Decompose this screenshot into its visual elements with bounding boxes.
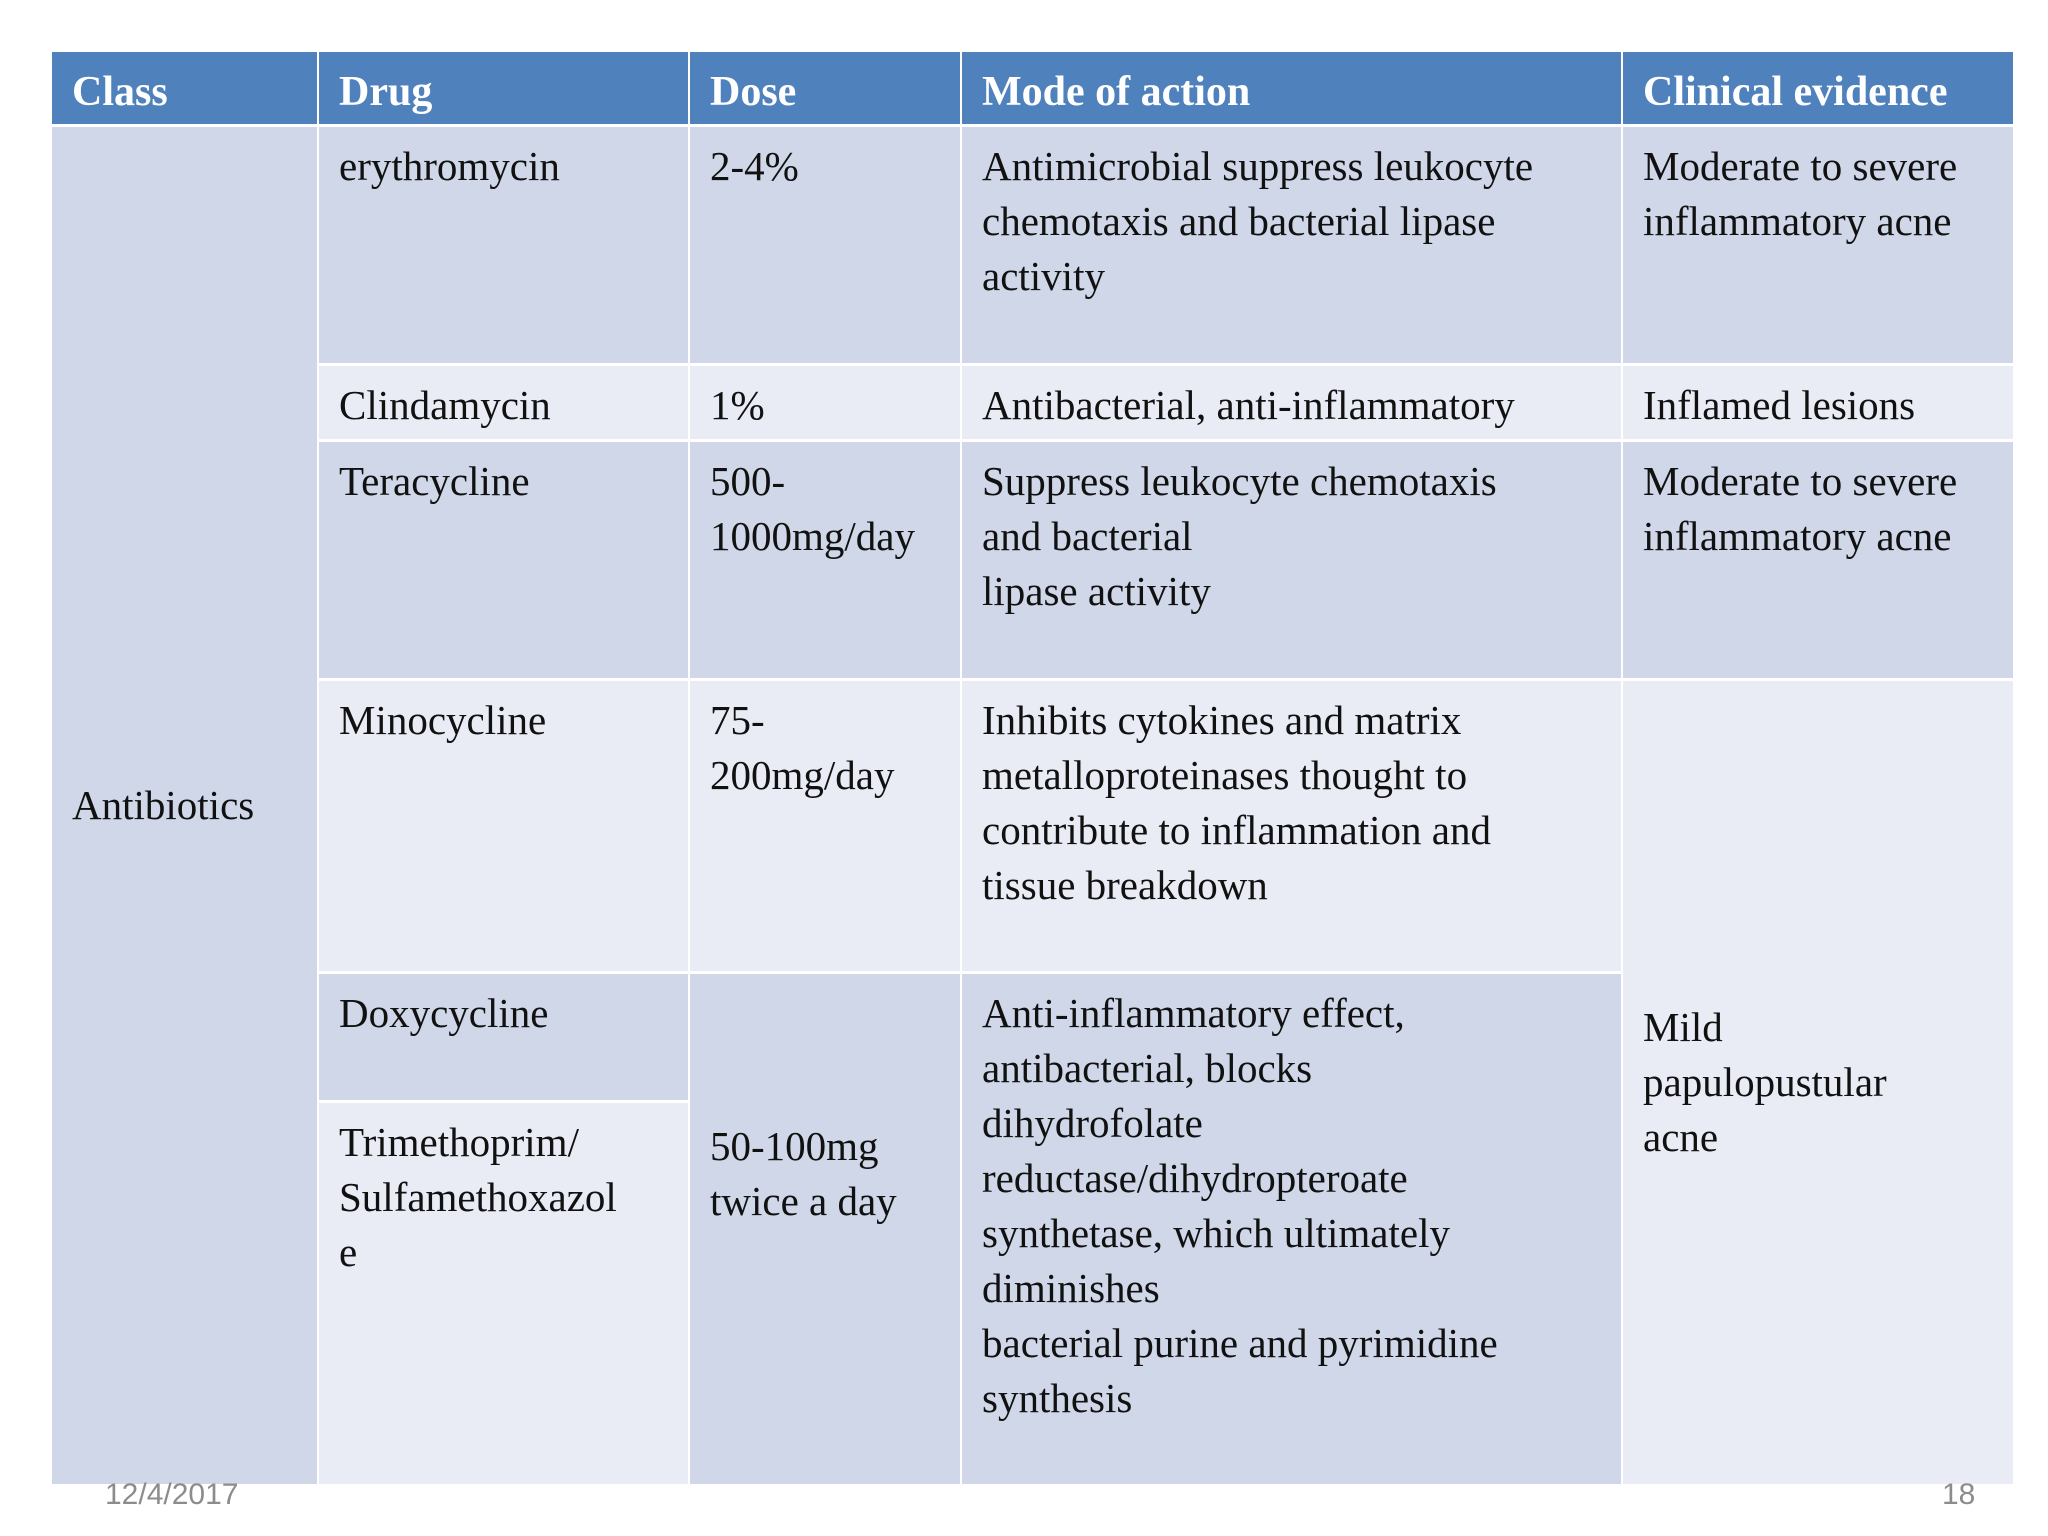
header-drug: Drug [319, 52, 688, 124]
footer-page-number: 18 [1942, 1478, 1976, 1511]
header-mode-of-action: Mode of action [962, 52, 1621, 124]
drug-cell-doxycycline: Doxycycline [319, 974, 688, 1100]
dose-cell-minocycline: 75- 200mg/day [690, 681, 960, 971]
dose-cell-teracycline: 500- 1000mg/day [690, 442, 960, 678]
drug-cell-trimethoprim: Trimethoprim/ Sulfamethoxazol e [319, 1103, 688, 1484]
header-dose: Dose [690, 52, 960, 124]
evidence-cell-erythromycin: Moderate to severe inflammatory acne [1623, 127, 2013, 363]
class-cell-antibiotics: Antibiotics [52, 127, 317, 1484]
dose-cell-doxy-tmp: 50-100mg twice a day [690, 974, 960, 1484]
mode-cell-clindamycin: Antibacterial, anti-inflammatory [962, 366, 1621, 439]
dose-cell-erythromycin: 2-4% [690, 127, 960, 363]
mode-cell-teracycline: Suppress leukocyte chemotaxis and bacterial lipase activity [962, 442, 1621, 678]
footer-date: 12/4/2017 [105, 1478, 239, 1511]
header-class: Class [52, 52, 317, 124]
header-clinical-evidence: Clinical evidence [1623, 52, 2013, 124]
mode-cell-erythromycin: Antimicrobial suppress leukocyte chemotaxis and bacterial lipase activity [962, 127, 1621, 363]
drug-cell-clindamycin: Clindamycin [319, 366, 688, 439]
mode-cell-minocycline: Inhibits cytokines and matrix metalloproteinases thought to contribute to inflammation and tissue breakdown [962, 681, 1621, 971]
evidence-cell-teracycline: Moderate to severe inflammatory acne [1623, 442, 2013, 678]
dose-cell-clindamycin: 1% [690, 366, 960, 439]
evidence-cell-clindamycin: Inflamed lesions [1623, 366, 2013, 439]
drug-cell-minocycline: Minocycline [319, 681, 688, 971]
evidence-cell-mild-acne: Mild papulopustular acne [1623, 681, 2013, 1484]
drug-cell-erythromycin: erythromycin [319, 127, 688, 363]
drug-cell-teracycline: Teracycline [319, 442, 688, 678]
mode-cell-doxy-tmp: Anti-inflammatory effect, antibacterial, blocks dihydrofolate reductase/dihydropteroate synthetase, which ultimately diminishes bacterial purine and pyrimidine synthesis [962, 974, 1621, 1484]
